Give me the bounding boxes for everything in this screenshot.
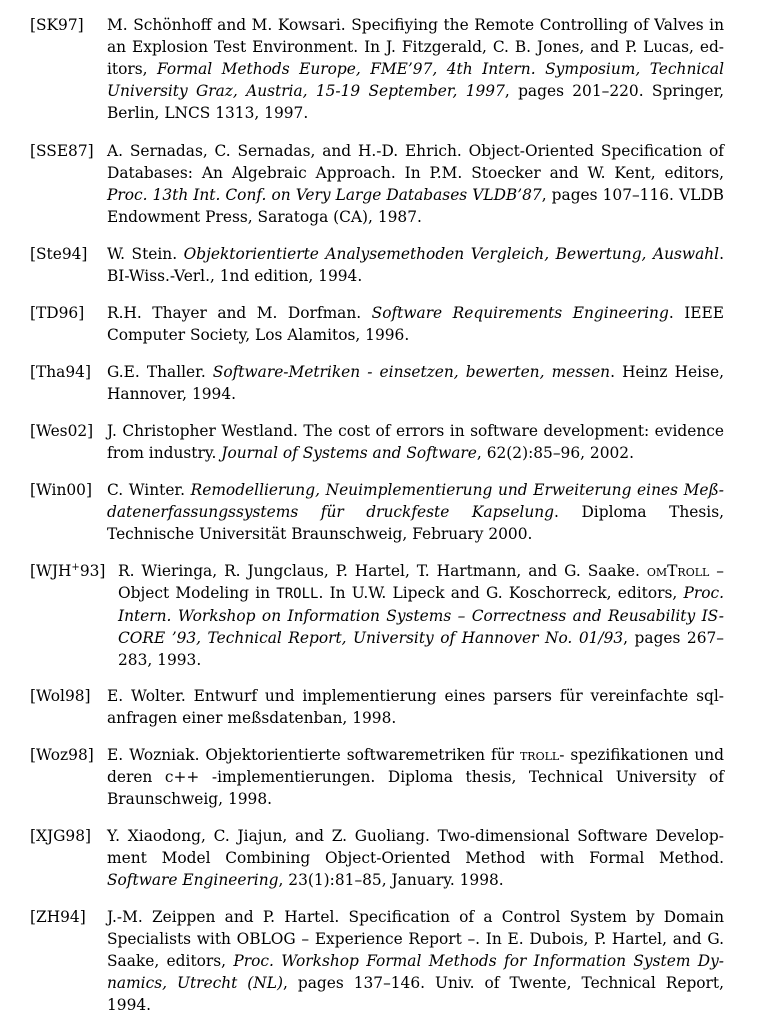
reference-key [30, 14, 84, 36]
reference-key-text: [Ste94] [30, 245, 88, 263]
reference-key [30, 302, 84, 324]
reference-text [107, 140, 724, 228]
reference-text [107, 243, 724, 287]
reference-text [107, 479, 724, 545]
reference-entry [30, 302, 724, 346]
reference-text-segment: Y. Xiaodong, C. Jiajun, and Z. Guoliang. Two-dimensional Software Development Model Combining Object-Oriented Method with Formal Method. [107, 827, 724, 867]
reference-text-segment: C. Winter. [107, 481, 191, 499]
reference-text-segment: . Heinz Heise, Hannover, 1994. [107, 363, 724, 403]
reference-text [107, 825, 724, 891]
reference-text-segment: , pages 107–116. VLDB Endowment Press, Saratoga (CA), 1987. [107, 186, 724, 226]
reference-text-segment: W. Stein. [107, 245, 184, 263]
reference-text-segment: G.E. Thaller. [107, 363, 213, 381]
reference-text [118, 560, 724, 671]
reference-entry [30, 479, 724, 545]
reference-text-segment: . In U.W. Lipeck and G. Koschorreck, editors, [318, 584, 684, 602]
reference-key-text: [Tha94] [30, 363, 91, 381]
reference-text-segment: . Diploma Thesis, Technische Universität Braunschweig, February 2000. [107, 503, 724, 543]
reference-text-segment: J. Christopher Westland. The cost of errors in software development: evidence from industry. [107, 422, 724, 462]
reference-key-text: [Wes02] [30, 422, 94, 440]
reference-key [30, 560, 105, 582]
reference-italic-text: Software-Metriken - einsetzen, bewerten, messen [212, 363, 611, 381]
reference-key-text: [SK97] [30, 16, 84, 34]
reference-text-segment: E. Wolter. Entwurf und implementierung eines parsers für vereinfachte sqlanfragen einer meßsdatenban, 1998. [107, 687, 724, 727]
reference-text-segment: . IEEE Computer Society, Los Alamitos, 1996. [107, 304, 724, 344]
reference-italic-text: Proc. 13th Int. Conf. on Very Large Databases VLDB’87 [107, 186, 542, 204]
reference-text-segment: troll [519, 746, 560, 764]
reference-text [107, 685, 724, 729]
reference-text-segment: – Object Modeling in [118, 562, 724, 602]
reference-key [30, 243, 87, 265]
reference-key-text: [ZH94] [30, 908, 86, 926]
reference-italic-text: Remodellierung, Neuimplementierung und Erweiterung eines Meßdatenerfassungssystems für druckfeste Kapselung [107, 481, 724, 521]
reference-entry [30, 243, 724, 287]
reference-text-segment: , 62(2):85–96, 2002. [476, 444, 634, 462]
reference-key [30, 744, 94, 766]
reference-italic-text: Objektorientierte Analysemethoden Vergleich, Bewertung, Auswahl [183, 245, 720, 263]
reference-italic-text: Proc. Intern. Workshop on Information Systems – Correctness and Reusability IS-CORE ’93, Technical Report, University of Hannover No. 01/93 [118, 584, 724, 647]
reference-text [107, 302, 724, 346]
reference-key-text: [TD96] [30, 304, 85, 322]
reference-text-segment: M. Schönhoff and M. Kowsari. Specifiying the Remote Controlling of Valves in an Explosion Test Environment. In J. Fitzgerald, C. B. Jones, and P. Lucas, editors, [107, 16, 724, 78]
reference-text-segment: Troll [667, 562, 710, 580]
reference-entry [30, 14, 724, 124]
reference-text-segment: TROLL [276, 586, 319, 602]
reference-text-segment: A. Sernadas, C. Sernadas, and H.-D. Ehrich. Object-Oriented Specification of Databases: An Algebraic Approach. In P.M. Stoecker and W. Kent, editors, [107, 142, 724, 182]
reference-entry [30, 744, 724, 810]
reference-key-text: [Wol98] [30, 687, 91, 705]
reference-key [30, 825, 91, 847]
reference-italic-text: Proc. Workshop Formal Methods for Information System Dynamics, Utrecht (NL) [107, 952, 724, 992]
reference-text-segment: - spezifikationen und deren c++ -implementierungen. Diploma thesis, Technical University of Braunschweig, 1998. [107, 746, 724, 808]
reference-key [30, 906, 86, 928]
reference-entry [30, 420, 724, 464]
reference-key [30, 361, 91, 383]
reference-key-text: [SSE87] [30, 142, 94, 160]
reference-text [107, 420, 724, 464]
reference-text-segment: R.H. Thayer and M. Dorfman. [107, 304, 372, 322]
reference-key [30, 420, 93, 442]
reference-key-text: [Woz98] [30, 746, 94, 764]
reference-text-segment: , 23(1):81–85, January. 1998. [278, 871, 504, 889]
reference-text [107, 906, 724, 1016]
reference-key-superscript: + [71, 561, 80, 573]
reference-text-segment: J.-M. Zeippen and P. Hartel. Specification of a Control System by Domain Specialists with OBLOG – Experience Report –. In E. Dubois, P. Hartel, and G. Saake, editors, [107, 908, 724, 970]
reference-text-segment: R. Wieringa, R. Jungclaus, P. Hartel, T. Hartmann, and G. Saake. [118, 562, 647, 580]
reference-key [30, 685, 91, 707]
reference-entry [30, 825, 724, 891]
reference-key-tail: 93] [79, 562, 106, 580]
reference-text-segment: , pages 137–146. Univ. of Twente, Technical Report, 1994. [107, 974, 724, 1014]
reference-entry [30, 361, 724, 405]
reference-text-segment: E. Wozniak. Objektorientierte softwaremetriken für [107, 746, 520, 764]
reference-key-text: [Win00] [30, 481, 92, 499]
reference-text [107, 361, 724, 405]
reference-key [30, 140, 94, 162]
reference-entry [30, 560, 724, 671]
reference-text-segment: om [646, 562, 668, 580]
reference-text-segment: . BI-Wiss.-Verl., 1nd edition, 1994. [107, 245, 724, 285]
reference-key-text: [WJH [30, 562, 72, 580]
reference-key-text: [XJG98] [30, 827, 92, 845]
reference-italic-text: Journal of Systems and Software [221, 444, 477, 462]
reference-text [107, 14, 724, 124]
reference-italic-text: Software Engineering [107, 871, 279, 889]
reference-text [107, 744, 724, 810]
reference-entry [30, 685, 724, 729]
reference-text-segment: , pages 267–283, 1993. [118, 629, 724, 669]
reference-key [30, 479, 92, 501]
reference-text-segment: , pages 201–220. Springer, Berlin, LNCS 1313, 1997. [107, 82, 725, 122]
reference-entry [30, 906, 724, 1016]
reference-entry [30, 140, 724, 228]
reference-italic-text: Formal Methods Europe, FME’97, 4th Intern. Symposium, Technical University Graz, Austria, 15-19 September, 1997 [107, 60, 724, 100]
reference-italic-text: Software Requirements Engineering [371, 304, 669, 322]
